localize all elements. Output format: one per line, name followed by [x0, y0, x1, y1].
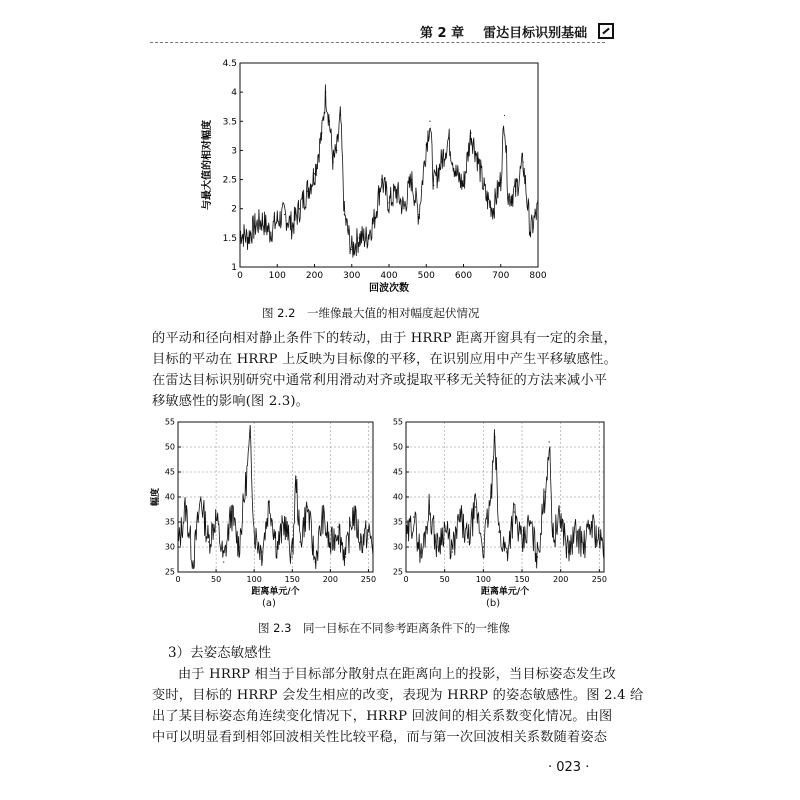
figure-2-2-caption: 图 2.2 一维像最大值的相对幅度起伏情况 [262, 306, 480, 320]
data-point [322, 516, 323, 517]
paragraph-line: 目标的平动在 HRRP 上反映为目标像的平移，在识别应用中产生平移敏感性。 [152, 352, 617, 367]
x-tick-label: 50 [210, 575, 222, 584]
y-axis-label: 与最大值的相对幅度 [202, 120, 213, 210]
data-point [314, 173, 315, 174]
x-axis-label: 回波次数 [369, 283, 409, 294]
data-point [537, 556, 538, 557]
data-point [548, 441, 549, 442]
data-point [306, 191, 307, 192]
data-point [295, 476, 296, 477]
data-point [413, 516, 414, 517]
data-point [576, 531, 577, 532]
data-point [374, 220, 375, 221]
y-tick-label: 2 [231, 204, 237, 215]
data-point [599, 541, 600, 542]
data-point [307, 506, 308, 507]
figure-2-3b [388, 418, 613, 608]
paragraph-line: 变时，目标的 HRRP 会发生相应的改变，表现为 HRRP 的姿态敏感性。图 2.4 给 [152, 688, 644, 703]
data-point [344, 214, 345, 215]
data-point [381, 179, 382, 180]
x-tick-label: 100 [246, 575, 262, 584]
data-point [521, 546, 522, 547]
data-point [299, 208, 300, 209]
data-point [475, 506, 476, 507]
data-point [254, 226, 255, 227]
data-point [269, 501, 270, 502]
data-point [284, 214, 285, 215]
x-tick-label: 800 [529, 271, 547, 281]
data-point [490, 496, 491, 497]
data-point [223, 561, 224, 562]
data-point [372, 546, 373, 547]
x-tick-label: 50 [439, 575, 450, 584]
data-point [269, 231, 270, 232]
data-point [523, 161, 524, 162]
figure-2-2-chart [195, 55, 555, 305]
figure-2-3b-label: (b) [486, 598, 501, 609]
data-point [429, 506, 430, 507]
plot-frame [240, 63, 538, 267]
data-point [537, 208, 538, 209]
y-tick-label: 35 [164, 517, 175, 527]
data-point [215, 516, 216, 517]
data-point [333, 161, 334, 162]
data-point [506, 551, 507, 552]
data-point [426, 144, 427, 145]
data-point [452, 551, 453, 552]
data-point [403, 208, 404, 209]
data-point [292, 556, 293, 557]
y-tick-label: 35 [392, 517, 403, 527]
y-tick-label: 45 [392, 467, 403, 477]
data-point [247, 237, 248, 238]
y-tick-label: 40 [392, 492, 403, 502]
page-number: · 023 · [548, 760, 590, 775]
figure-2-3a-label: (a) [262, 598, 276, 609]
data-point [441, 161, 442, 162]
y-tick-label: 45 [164, 467, 175, 477]
data-point [231, 511, 232, 512]
y-tick-label: 40 [164, 492, 175, 502]
x-tick-label: 250 [360, 575, 377, 584]
header-rule [150, 42, 605, 43]
x-tick-label: 0 [175, 575, 181, 584]
data-point [448, 138, 449, 139]
data-point [185, 506, 186, 507]
data-point [359, 237, 360, 238]
data-point [345, 556, 346, 557]
data-point [299, 541, 300, 542]
figure-2-3-caption: 图 2.3 同一目标在不同参考距离条件下的一维像 [258, 621, 510, 635]
data-point [353, 511, 354, 512]
data-point [493, 208, 494, 209]
x-tick-label: 0 [237, 271, 243, 281]
x-tick-label: 100 [268, 271, 286, 281]
paragraph-line: 的平动和径向相对静止条件下的转动，由于 HRRP 距离开窗具有一定的余量， [152, 331, 617, 346]
data-point [325, 92, 326, 93]
data-point [411, 179, 412, 180]
x-tick-label: 200 [553, 575, 569, 584]
data-point [467, 541, 468, 542]
data-point [530, 231, 531, 232]
y-tick-label: 3 [231, 146, 237, 157]
y-tick-label: 1.5 [222, 233, 237, 244]
data-point [560, 516, 561, 517]
x-tick-label: 700 [492, 271, 510, 281]
running-header [420, 22, 605, 40]
y-axis-label: 幅度 [151, 487, 161, 507]
chapter-title: 雷达目标识别基础 [483, 26, 588, 41]
data-point [514, 511, 515, 512]
data-point [238, 546, 239, 547]
data-point [337, 526, 338, 527]
data-point [405, 541, 406, 542]
chapter-label: 第 2 章 [420, 26, 465, 41]
data-point [515, 191, 516, 192]
x-axis-label: 距离单元/个 [251, 587, 300, 597]
data-point [460, 516, 461, 517]
y-tick-label: 55 [392, 417, 403, 427]
data-point [246, 476, 247, 477]
x-axis-label: 距离单元/个 [480, 587, 530, 597]
data-point [208, 541, 209, 542]
x-tick-label: 200 [305, 271, 324, 281]
y-tick-label: 4 [231, 88, 237, 99]
figure-2-2 [195, 55, 555, 305]
figure-2-3b-chart [388, 418, 613, 608]
y-tick-label: 3.5 [222, 117, 237, 128]
data-point [483, 546, 484, 547]
data-point [284, 521, 285, 522]
data-point [340, 115, 341, 116]
data-point [388, 202, 389, 203]
data-point [396, 191, 397, 192]
paragraph-line: 在雷达目标识别研究中通常利用滑动对齐或提取平移无关特征的方法来减小平 [152, 373, 608, 388]
data-point [545, 491, 546, 492]
data-point [321, 132, 322, 133]
paragraph-line: 中可以明显看到相邻回波相关性比较平稳，而与第一次回波相关系数随着姿态 [152, 730, 608, 745]
data-point [485, 196, 486, 197]
data-point [250, 436, 251, 437]
data-point [277, 220, 278, 221]
x-tick-label: 400 [380, 271, 398, 281]
data-point [239, 231, 240, 232]
data-point [498, 531, 499, 532]
data-point [583, 546, 584, 547]
data-point [254, 531, 255, 532]
paragraph-line: 移敏感性的影响(图 2.3)。 [152, 394, 310, 409]
data-point [429, 121, 430, 122]
data-point [366, 237, 367, 238]
data-point [262, 220, 263, 221]
x-tick-label: 500 [417, 271, 435, 281]
data-point [433, 185, 434, 186]
data-point [261, 551, 262, 552]
data-point [330, 546, 331, 547]
pen-icon [598, 23, 614, 39]
figure-2-3a-chart [150, 418, 380, 608]
x-tick-label: 0 [403, 575, 409, 584]
data-point [200, 496, 201, 497]
data-point [463, 185, 464, 186]
data-point [603, 546, 604, 547]
data-point [478, 161, 479, 162]
data-point [444, 526, 445, 527]
data-point [494, 436, 495, 437]
section-heading: 3）去姿态敏感性 [168, 645, 272, 661]
y-tick-label: 4.5 [222, 59, 237, 69]
data-point [315, 561, 316, 562]
y-tick-label: 1 [231, 263, 237, 273]
x-tick-label: 600 [454, 271, 473, 281]
data-point [508, 196, 509, 197]
data-point [193, 561, 194, 562]
y-tick-label: 30 [164, 542, 175, 552]
x-tick-label: 200 [322, 575, 338, 584]
data-point [529, 521, 530, 522]
y-tick-label: 50 [392, 442, 403, 452]
y-tick-label: 25 [164, 567, 175, 577]
data-point [329, 121, 330, 122]
y-tick-label: 50 [164, 442, 175, 452]
y-tick-label: 55 [164, 417, 175, 427]
x-tick-label: 150 [284, 575, 300, 584]
data-point [336, 150, 337, 151]
data-point [418, 214, 419, 215]
y-tick-label: 30 [392, 542, 403, 552]
x-tick-label: 100 [475, 575, 491, 584]
data-point [360, 541, 361, 542]
y-tick-label: 25 [392, 567, 403, 577]
x-tick-label: 300 [343, 271, 361, 281]
data-point [177, 546, 178, 547]
data-point [436, 546, 437, 547]
series-line [240, 84, 538, 257]
data-point [368, 531, 369, 532]
paragraph-line: 出了某目标姿态角连续变化情况下，HRRP 回波间的相关系数变化情况。由图 [152, 709, 613, 724]
data-point [591, 521, 592, 522]
data-point [421, 556, 422, 557]
x-tick-label: 250 [591, 575, 607, 584]
data-point [568, 551, 569, 552]
paragraph-line: 由于 HRRP 相当于目标部分散射点在距离向上的投影，当目标姿态发生改 [178, 667, 617, 682]
series-line [406, 429, 604, 568]
data-point [276, 546, 277, 547]
y-tick-label: 2.5 [222, 175, 237, 186]
data-point [455, 173, 456, 174]
data-point [470, 132, 471, 133]
paragraph-1 [152, 328, 617, 412]
paragraph-2 [152, 664, 644, 748]
figure-2-3a [150, 418, 380, 608]
data-point [504, 115, 505, 116]
data-point [292, 226, 293, 227]
data-point [552, 536, 553, 537]
data-point [351, 249, 352, 250]
x-tick-label: 150 [514, 575, 530, 584]
data-point [500, 179, 501, 180]
